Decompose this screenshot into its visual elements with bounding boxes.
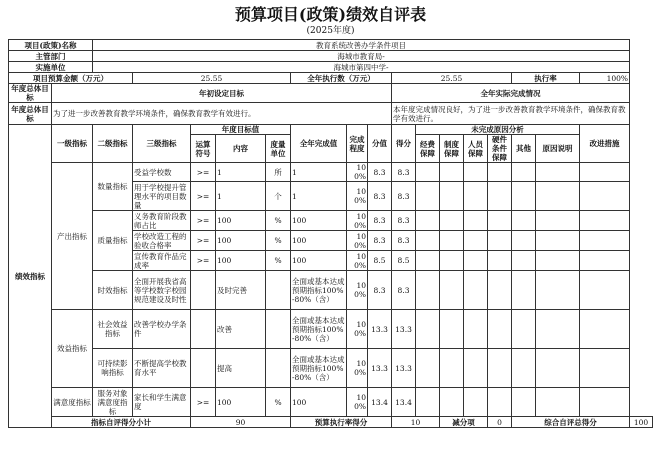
annual-exec-value: 25.55: [392, 73, 512, 84]
row-complete: 100: [291, 251, 347, 271]
row-content: 100: [216, 251, 266, 271]
empty-cell: [488, 310, 512, 349]
empty-cell: [536, 231, 580, 251]
empty-cell: [416, 163, 440, 182]
empty-cell: [512, 231, 536, 251]
col-reason-fund: 经费保障: [416, 135, 440, 163]
row-indicator-name: 全面开展我省高等学校数字校园规范建设及时性: [133, 271, 191, 310]
empty-cell: [512, 349, 536, 388]
row-op: [191, 349, 216, 388]
row-indicator-name: 学校改造工程的验收合格率: [133, 231, 191, 251]
row-complete: 全面或基本达成预期指标100%-80%（含）: [291, 310, 347, 349]
deduct-label: 减分项: [440, 417, 488, 428]
row-degree: 100%: [347, 388, 368, 417]
row-score: 13.3: [368, 310, 392, 349]
project-name-value: 教育系统改善办学条件项目: [93, 40, 630, 51]
row-score: 8.3: [368, 231, 392, 251]
row-complete: 全面或基本达成预期指标100%-80%（含）: [291, 271, 347, 310]
row-unit: 个: [266, 182, 291, 211]
exec-rate-label: 执行率: [512, 73, 580, 84]
exec-rate-value: 100%: [580, 73, 630, 84]
perf-indicator-label: 绩效指标: [9, 125, 52, 428]
row-content: 提高: [216, 349, 266, 388]
empty-cell: [440, 182, 464, 211]
exec-score-value: 10: [392, 417, 440, 428]
row-degree: 100%: [347, 349, 368, 388]
row-unit: %: [266, 211, 291, 231]
empty-cell: [440, 211, 464, 231]
empty-cell: [488, 251, 512, 271]
empty-cell: [512, 251, 536, 271]
col-lvl2: 二级指标: [93, 125, 133, 163]
empty-cell: [580, 163, 630, 182]
department-label: 主管部门: [9, 51, 93, 62]
row-content: 100: [216, 231, 266, 251]
lvl2-sustain: 可持续影响指标: [93, 349, 133, 388]
empty-cell: [488, 182, 512, 211]
actual-done-header: 全年实际完成情况: [392, 84, 630, 103]
empty-cell: [416, 182, 440, 211]
empty-cell: [416, 211, 440, 231]
unit-label: 实施单位: [9, 62, 93, 73]
empty-cell: [464, 251, 488, 271]
row-degree: 100%: [347, 271, 368, 310]
budget-label: 项目预算金额（万元）: [9, 73, 133, 84]
col-lvl3: 三级指标: [133, 125, 191, 163]
row-op: >=: [191, 163, 216, 182]
row-got: 8.3: [392, 231, 416, 251]
goal-overall-label-2: 年度总体目标: [9, 103, 52, 125]
col-degree: 完成程度: [347, 125, 368, 163]
lvl1-benefit: 效益指标: [52, 310, 93, 388]
empty-cell: [536, 349, 580, 388]
empty-cell: [536, 271, 580, 310]
empty-cell: [580, 231, 630, 251]
initial-goal-text: 为了进一步改善教育教学环境条件，确保教育教学有效进行。: [52, 103, 392, 125]
lvl2-quantity: 数量指标: [93, 163, 133, 211]
row-unit: [266, 310, 291, 349]
empty-cell: [580, 182, 630, 211]
row-content: 100: [216, 211, 266, 231]
empty-cell: [440, 388, 464, 417]
row-op: [191, 310, 216, 349]
col-reason-other: 其他: [512, 135, 536, 163]
row-indicator-name: 用于学校提升管理水平的项目数量: [133, 182, 191, 211]
lvl1-output: 产出指标: [52, 163, 93, 310]
empty-cell: [488, 388, 512, 417]
row-op: >=: [191, 251, 216, 271]
row-content: 改善: [216, 310, 266, 349]
row-degree: 100%: [347, 211, 368, 231]
row-got: 13.4: [392, 388, 416, 417]
row-degree: 100%: [347, 251, 368, 271]
row-indicator-name: 受益学校数: [133, 163, 191, 182]
col-reason-sys: 制度保障: [440, 135, 464, 163]
row-score: 8.5: [368, 251, 392, 271]
row-got: 8.3: [392, 271, 416, 310]
row-score: 13.4: [368, 388, 392, 417]
empty-cell: [464, 182, 488, 211]
row-content: 及时完善: [216, 271, 266, 310]
row-complete: 1: [291, 163, 347, 182]
lvl2-quality: 质量指标: [93, 211, 133, 271]
col-annual-target: 年度目标值: [191, 125, 291, 135]
empty-cell: [488, 271, 512, 310]
empty-cell: [536, 388, 580, 417]
empty-cell: [488, 231, 512, 251]
col-unfinished-reason: 未完成原因分析: [416, 125, 580, 135]
empty-cell: [464, 231, 488, 251]
row-degree: 100%: [347, 163, 368, 182]
empty-cell: [580, 251, 630, 271]
self-subtotal-label: 指标自评得分小计: [52, 417, 191, 428]
lvl2-service-satisfaction: 服务对象满意度指标: [93, 388, 133, 417]
form-year: (2025年度): [306, 26, 355, 36]
empty-cell: [580, 310, 630, 349]
empty-cell: [488, 163, 512, 182]
initial-goal-header: 年初设定目标: [52, 84, 392, 103]
row-indicator-name: 义务教育阶段教师占比: [133, 211, 191, 231]
row-unit: [266, 271, 291, 310]
empty-cell: [488, 211, 512, 231]
col-reason-hw: 硬件条件保障: [488, 135, 512, 163]
department-value: 海城市教育局-: [93, 51, 630, 62]
empty-cell: [416, 231, 440, 251]
row-score: 8.3: [368, 271, 392, 310]
row-unit: 所: [266, 163, 291, 182]
lvl2-timeliness: 时效指标: [93, 271, 133, 310]
self-subtotal-value: 90: [191, 417, 291, 428]
empty-cell: [440, 163, 464, 182]
empty-cell: [416, 251, 440, 271]
row-complete: 100: [291, 211, 347, 231]
empty-cell: [536, 211, 580, 231]
unit-value: 海城市第四中学-: [93, 62, 630, 73]
col-op: 运算符号: [191, 135, 216, 163]
empty-cell: [512, 271, 536, 310]
row-complete: 100: [291, 388, 347, 417]
empty-cell: [580, 271, 630, 310]
row-got: 8.3: [392, 182, 416, 211]
empty-cell: [464, 388, 488, 417]
empty-cell: [440, 231, 464, 251]
col-lvl1: 一级指标: [52, 125, 93, 163]
exec-score-label: 预算执行率得分: [291, 417, 392, 428]
empty-cell: [440, 251, 464, 271]
col-reason-staff: 人员保障: [464, 135, 488, 163]
empty-cell: [536, 310, 580, 349]
row-complete: 全面或基本达成预期指标100%-80%（含）: [291, 349, 347, 388]
row-score: 8.3: [368, 182, 392, 211]
row-degree: 100%: [347, 310, 368, 349]
row-op: >=: [191, 231, 216, 251]
row-content: 100: [216, 388, 266, 417]
col-reason-explain: 原因说明: [536, 135, 580, 163]
empty-cell: [440, 349, 464, 388]
empty-cell: [416, 271, 440, 310]
empty-cell: [416, 388, 440, 417]
form-title: 预算项目(政策)绩效自评表: [234, 5, 427, 24]
row-score: 8.3: [368, 163, 392, 182]
empty-cell: [536, 251, 580, 271]
row-op: [191, 271, 216, 310]
budget-value: 25.55: [133, 73, 291, 84]
row-op: >=: [191, 211, 216, 231]
project-name-label: 项目(政策)名称: [9, 40, 93, 51]
empty-cell: [512, 388, 536, 417]
empty-cell: [416, 310, 440, 349]
empty-cell: [416, 349, 440, 388]
col-unit: 度量单位: [266, 135, 291, 163]
row-degree: 100%: [347, 182, 368, 211]
total-label: 综合自评总得分: [512, 417, 630, 428]
lvl2-social: 社会效益指标: [93, 310, 133, 349]
empty-cell: [488, 349, 512, 388]
empty-cell: [464, 349, 488, 388]
empty-cell: [440, 271, 464, 310]
col-got: 得分: [392, 125, 416, 163]
empty-cell: [580, 388, 630, 417]
evaluation-table: [8, 39, 653, 428]
empty-cell: [464, 271, 488, 310]
total-value: 100: [630, 417, 653, 428]
row-got: 8.3: [392, 211, 416, 231]
col-content: 内容: [216, 135, 266, 163]
empty-cell: [536, 163, 580, 182]
row-got: 13.3: [392, 310, 416, 349]
col-improve: 改进措施: [580, 125, 630, 163]
empty-cell: [512, 182, 536, 211]
actual-done-text: 本年度完成情况良好，为了进一步改善教育教学环境条件，确保教育教学有效进行。: [392, 103, 630, 125]
row-score: 13.3: [368, 349, 392, 388]
col-score: 分值: [368, 125, 392, 163]
row-got: 13.3: [392, 349, 416, 388]
row-indicator-name: 家长和学生满意度: [133, 388, 191, 417]
row-content: 1: [216, 163, 266, 182]
empty-cell: [580, 349, 630, 388]
lvl1-satisfaction: 满意度指标: [52, 388, 93, 417]
row-complete: 100: [291, 231, 347, 251]
row-got: 8.3: [392, 163, 416, 182]
goal-overall-label: 年度总体目标: [9, 84, 52, 103]
row-unit: %: [266, 231, 291, 251]
row-op: >=: [191, 182, 216, 211]
row-indicator-name: 不断提高学校教育水平: [133, 349, 191, 388]
deduct-value: 0: [488, 417, 512, 428]
row-unit: %: [266, 388, 291, 417]
row-unit: [266, 349, 291, 388]
row-complete: 1: [291, 182, 347, 211]
annual-exec-label: 全年执行数（万元）: [291, 73, 392, 84]
row-unit: %: [266, 251, 291, 271]
empty-cell: [464, 163, 488, 182]
row-score: 8.3: [368, 211, 392, 231]
empty-cell: [440, 310, 464, 349]
empty-cell: [536, 182, 580, 211]
row-content: 1: [216, 182, 266, 211]
row-got: 8.5: [392, 251, 416, 271]
row-degree: 100%: [347, 231, 368, 251]
row-op: >=: [191, 388, 216, 417]
empty-cell: [512, 163, 536, 182]
empty-cell: [512, 310, 536, 349]
col-annual-complete: 全年完成值: [291, 125, 347, 163]
empty-cell: [464, 211, 488, 231]
row-indicator-name: 宣传教育作品完成率: [133, 251, 191, 271]
empty-cell: [580, 211, 630, 231]
empty-cell: [512, 211, 536, 231]
empty-cell: [464, 310, 488, 349]
row-indicator-name: 改善学校办学条件: [133, 310, 191, 349]
